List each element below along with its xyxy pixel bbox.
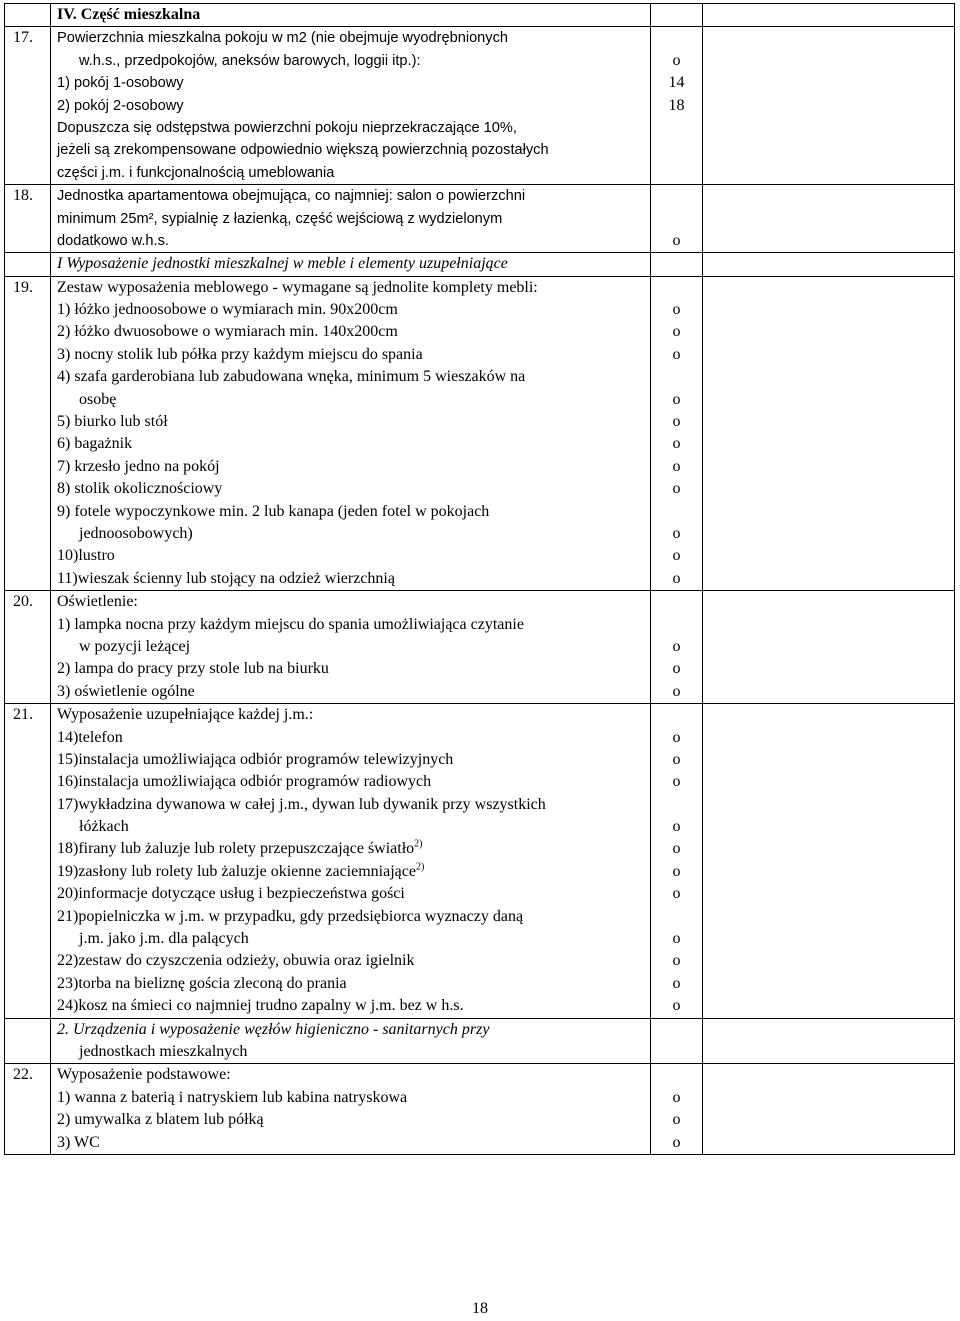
- description-line: [51, 95, 650, 117]
- description-text: 3) WC: [57, 1133, 100, 1151]
- description-line: [51, 1087, 650, 1109]
- description-text: jednostkach mieszkalnych: [79, 1042, 248, 1060]
- empty-cell: [703, 591, 955, 704]
- row-number: [5, 1019, 50, 1041]
- description-text: 15)instalacja umożliwiająca odbiór programów telewizyjnych: [57, 750, 454, 768]
- description-text: minimum 25m², sypialnię z łazienką, część wejściową z wydzielonym: [57, 210, 503, 227]
- value-cell: [651, 704, 703, 1018]
- value-cell: [651, 253, 703, 276]
- description-line: [51, 50, 650, 72]
- description-cell: [51, 591, 651, 704]
- description-text: Wyposażenie uzupełniające każdej j.m.:: [57, 706, 314, 724]
- value-cell: [651, 276, 703, 590]
- description-text: j.m. jako j.m. dla palących: [79, 930, 249, 948]
- row-number: 20.: [13, 593, 33, 611]
- description-text: 1) wanna z baterią i natryskiem lub kabina natryskowa: [57, 1088, 408, 1106]
- description-text: Jednostka apartamentowa obejmująca, co najmniej: salon o powierzchni: [57, 188, 526, 205]
- empty-cell: [703, 4, 955, 27]
- description-line: [51, 614, 650, 636]
- description-line: [51, 27, 650, 49]
- category-value: o: [672, 862, 681, 880]
- description-line: [51, 749, 650, 771]
- description-line: [51, 344, 650, 366]
- description-line: [51, 366, 650, 388]
- description-cell: [51, 704, 651, 1018]
- description-text: Wyposażenie podstawowe:: [57, 1066, 231, 1084]
- category-value: o: [672, 773, 681, 791]
- description-line: [51, 906, 650, 928]
- description-text: 21)popielniczka w j.m. w przypadku, gdy przedsiębiorca wyznaczy daną: [57, 907, 524, 925]
- value-cell: [651, 1064, 703, 1155]
- category-value: [651, 906, 702, 928]
- category-value: o: [672, 930, 681, 948]
- description-line: [51, 277, 650, 299]
- category-value: o: [672, 51, 681, 69]
- table-row: [5, 27, 955, 185]
- description-text: 7) krzesło jedno na pokój: [57, 457, 220, 475]
- category-value: [651, 1041, 702, 1063]
- value-cell: [651, 4, 703, 27]
- row-number-cell: [5, 1018, 51, 1064]
- description-line: [51, 230, 650, 252]
- category-value: [651, 1064, 702, 1086]
- description-text: I Wyposażenie jednostki mieszkalnej w meble i elementy uzupełniające: [57, 255, 508, 273]
- description-text: jeżeli są zrekompensowane odpowiednio większą powierzchnią pozostałych: [57, 142, 549, 159]
- description-line: [51, 727, 650, 749]
- description-cell: [51, 1018, 651, 1064]
- description-text: 24)kosz na śmieci co najmniej trudno zapalny w j.m. bez w h.s.: [57, 997, 464, 1015]
- description-line: [51, 568, 650, 590]
- description-line: [51, 321, 650, 343]
- description-line: [51, 1041, 650, 1063]
- category-value: o: [672, 323, 681, 341]
- category-value: [651, 185, 702, 207]
- description-line: [51, 636, 650, 658]
- description-text: 14)telefon: [57, 728, 123, 746]
- table-row: [5, 276, 955, 590]
- row-number: [5, 4, 50, 26]
- category-value: o: [672, 435, 681, 453]
- row-number-cell: [5, 704, 51, 1018]
- description-text: 16)instalacja umożliwiająca odbiór programów radiowych: [57, 773, 432, 791]
- category-value: o: [672, 457, 681, 475]
- description-line: [51, 1064, 650, 1086]
- category-value: o: [672, 637, 681, 655]
- description-line: [51, 478, 650, 500]
- description-text: w.h.s., przedpokojów, aneksów barowych, loggii itp.):: [79, 52, 421, 69]
- category-value: [651, 591, 702, 613]
- category-value: o: [672, 840, 681, 858]
- description-text: 9) fotele wypoczynkowe min. 2 lub kanapa (jeden fotel w pokojach: [57, 502, 490, 520]
- description-cell: [51, 1064, 651, 1155]
- category-value: o: [672, 974, 681, 992]
- description-text: osobę: [79, 390, 117, 408]
- description-text: IV. Część mieszkalna: [57, 6, 201, 23]
- value-cell: [651, 1018, 703, 1064]
- category-value: o: [672, 390, 681, 408]
- description-line: [51, 883, 650, 905]
- category-value: o: [672, 682, 681, 700]
- description-text: 5) biurko lub stół: [57, 413, 168, 431]
- category-value: o: [672, 301, 681, 319]
- description-text: 1) lampka nocna przy każdym miejscu do spania umożliwiająca czytanie: [57, 615, 524, 633]
- row-number: 17.: [13, 29, 33, 47]
- row-number-cell: [5, 1064, 51, 1155]
- category-value: [651, 139, 702, 161]
- description-text: 2) lampa do pracy przy stole lub na biurku: [57, 660, 329, 678]
- description-text: części j.m. i funkcjonalnością umeblowania: [57, 164, 335, 181]
- row-number: 22.: [13, 1066, 33, 1084]
- table-row: [5, 591, 955, 704]
- description-line: [51, 139, 650, 161]
- table-row: [5, 1064, 955, 1155]
- description-line: [51, 4, 650, 26]
- category-value: [651, 704, 702, 726]
- description-text: 1) pokój 1-osobowy: [57, 75, 184, 92]
- description-line: [51, 299, 650, 321]
- description-text: 2. Urządzenia i wyposażenie węzłów higieniczno - sanitarnych przy: [57, 1020, 490, 1038]
- description-text: łóżkach: [79, 818, 129, 836]
- footnote-marker: 2): [414, 839, 423, 851]
- description-line: [51, 591, 650, 613]
- category-value: o: [672, 480, 681, 498]
- description-line: [51, 411, 650, 433]
- category-value: o: [672, 231, 681, 249]
- empty-cell: [703, 276, 955, 590]
- document-table: [4, 3, 955, 1155]
- table-row: [5, 4, 955, 27]
- row-number-cell: [5, 27, 51, 185]
- description-line: [51, 950, 650, 972]
- description-line: [51, 973, 650, 995]
- description-cell: [51, 185, 651, 253]
- description-line: [51, 838, 650, 860]
- description-text: 20)informacje dotyczące usług i bezpieczeństwa gości: [57, 885, 405, 903]
- description-line: [51, 1019, 650, 1041]
- description-cell: [51, 253, 651, 276]
- empty-cell: [703, 1064, 955, 1155]
- category-value: [651, 501, 702, 523]
- description-text: 23)torba na bieliznę gościa zleconą do prania: [57, 974, 347, 992]
- row-number: [5, 253, 50, 275]
- description-line: [51, 704, 650, 726]
- category-value: [651, 794, 702, 816]
- category-value: o: [672, 547, 681, 565]
- category-value: o: [672, 1088, 681, 1106]
- table-row: [5, 253, 955, 276]
- empty-cell: [703, 185, 955, 253]
- category-value: 18: [668, 96, 685, 114]
- category-value: o: [672, 750, 681, 768]
- description-text: 10)lustro: [57, 547, 115, 565]
- category-value: o: [672, 728, 681, 746]
- value-cell: [651, 185, 703, 253]
- category-value: 14: [668, 74, 685, 92]
- description-line: [51, 117, 650, 139]
- description-line: [51, 1132, 650, 1154]
- category-value: o: [672, 997, 681, 1015]
- description-text: 19)zasłony lub rolety lub żaluzje okienne zaciemniające: [57, 862, 416, 880]
- description-text: 1) łóżko jednoosobowe o wymiarach min. 90x200cm: [57, 301, 398, 319]
- description-line: [51, 928, 650, 950]
- description-text: Powierzchnia mieszkalna pokoju w m2 (nie obejmuje wyodrębnionych: [57, 30, 509, 47]
- description-line: [51, 185, 650, 207]
- description-line: [51, 162, 650, 184]
- page-number: 18: [472, 1300, 488, 1317]
- category-value: [651, 1019, 702, 1041]
- empty-cell: [703, 27, 955, 185]
- row-number-cell: [5, 253, 51, 276]
- category-value: [651, 366, 702, 388]
- description-line: [51, 389, 650, 411]
- description-line: [51, 995, 650, 1017]
- description-line: [51, 545, 650, 567]
- description-text: 11)wieszak ścienny lub stojący na odzież wierzchnią: [57, 569, 395, 587]
- category-value: o: [672, 413, 681, 431]
- description-text: 18)firany lub żaluzje lub rolety przepuszczające światło: [57, 840, 415, 858]
- row-number: 18.: [13, 187, 33, 205]
- category-value: o: [672, 818, 681, 836]
- category-value: [651, 4, 702, 26]
- description-line: [51, 433, 650, 455]
- category-value: o: [672, 660, 681, 678]
- description-cell: [51, 276, 651, 590]
- description-line: [51, 501, 650, 523]
- description-line: [51, 816, 650, 838]
- description-text: 22)zestaw do czyszczenia odzieży, obuwia oraz igielnik: [57, 952, 415, 970]
- empty-cell: [703, 704, 955, 1018]
- description-line: [51, 861, 650, 883]
- category-value: o: [672, 1133, 681, 1151]
- description-text: Zestaw wyposażenia meblowego - wymagane są jednolite komplety mebli:: [57, 278, 538, 296]
- description-text: 2) łóżko dwuosobowe o wymiarach min. 140x200cm: [57, 323, 398, 341]
- description-line: [51, 72, 650, 94]
- footnote-marker: 2): [415, 861, 425, 873]
- description-text: jednoosobowych): [79, 524, 193, 542]
- row-number-cell: [5, 185, 51, 253]
- description-line: [51, 253, 650, 275]
- description-text: Oświetlenie:: [57, 593, 138, 611]
- table-row: [5, 185, 955, 253]
- category-value: o: [672, 524, 681, 542]
- description-line: [51, 681, 650, 703]
- category-value: o: [672, 1111, 681, 1129]
- description-line: [51, 794, 650, 816]
- value-cell: [651, 591, 703, 704]
- empty-cell: [703, 1018, 955, 1064]
- description-text: 17)wykładzina dywanowa w całej j.m., dywan lub dywanik przy wszystkich: [57, 795, 546, 813]
- description-text: 3) oświetlenie ogólne: [57, 682, 195, 700]
- description-cell: [51, 27, 651, 185]
- description-text: w pozycji leżącej: [79, 637, 191, 655]
- row-number: 19.: [13, 278, 33, 296]
- row-number-cell: [5, 276, 51, 590]
- description-line: [51, 523, 650, 545]
- value-cell: [651, 27, 703, 185]
- category-value: o: [672, 569, 681, 587]
- empty-cell: [703, 253, 955, 276]
- description-text: 8) stolik okolicznościowy: [57, 480, 223, 498]
- description-text: 2) umywalka z blatem lub półką: [57, 1111, 264, 1129]
- row-number: 21.: [13, 706, 33, 724]
- description-text: 4) szafa garderobiana lub zabudowana wnęka, minimum 5 wieszaków na: [57, 368, 526, 386]
- category-value: [651, 614, 702, 636]
- category-value: [651, 253, 702, 275]
- category-value: o: [672, 952, 681, 970]
- description-cell: [51, 4, 651, 27]
- category-value: [651, 117, 702, 139]
- row-number-cell: [5, 4, 51, 27]
- description-line: [51, 208, 650, 230]
- category-value: o: [672, 345, 681, 363]
- description-line: [51, 456, 650, 478]
- table-row: [5, 1018, 955, 1064]
- category-value: [651, 27, 702, 49]
- description-text: dodatkowo w.h.s.: [57, 232, 169, 249]
- category-value: o: [672, 885, 681, 903]
- category-value: [651, 162, 702, 184]
- category-value: [651, 277, 702, 299]
- description-text: 3) nocny stolik lub półka przy każdym miejscu do spania: [57, 345, 423, 363]
- row-number-cell: [5, 591, 51, 704]
- description-line: [51, 658, 650, 680]
- category-value: [651, 208, 702, 230]
- description-text: Dopuszcza się odstępstwa powierzchni pokoju nieprzekraczające 10%,: [57, 119, 517, 136]
- table-row: [5, 704, 955, 1018]
- description-text: 6) bagażnik: [57, 435, 133, 453]
- description-text: 2) pokój 2-osobowy: [57, 97, 184, 114]
- description-line: [51, 771, 650, 793]
- description-line: [51, 1109, 650, 1131]
